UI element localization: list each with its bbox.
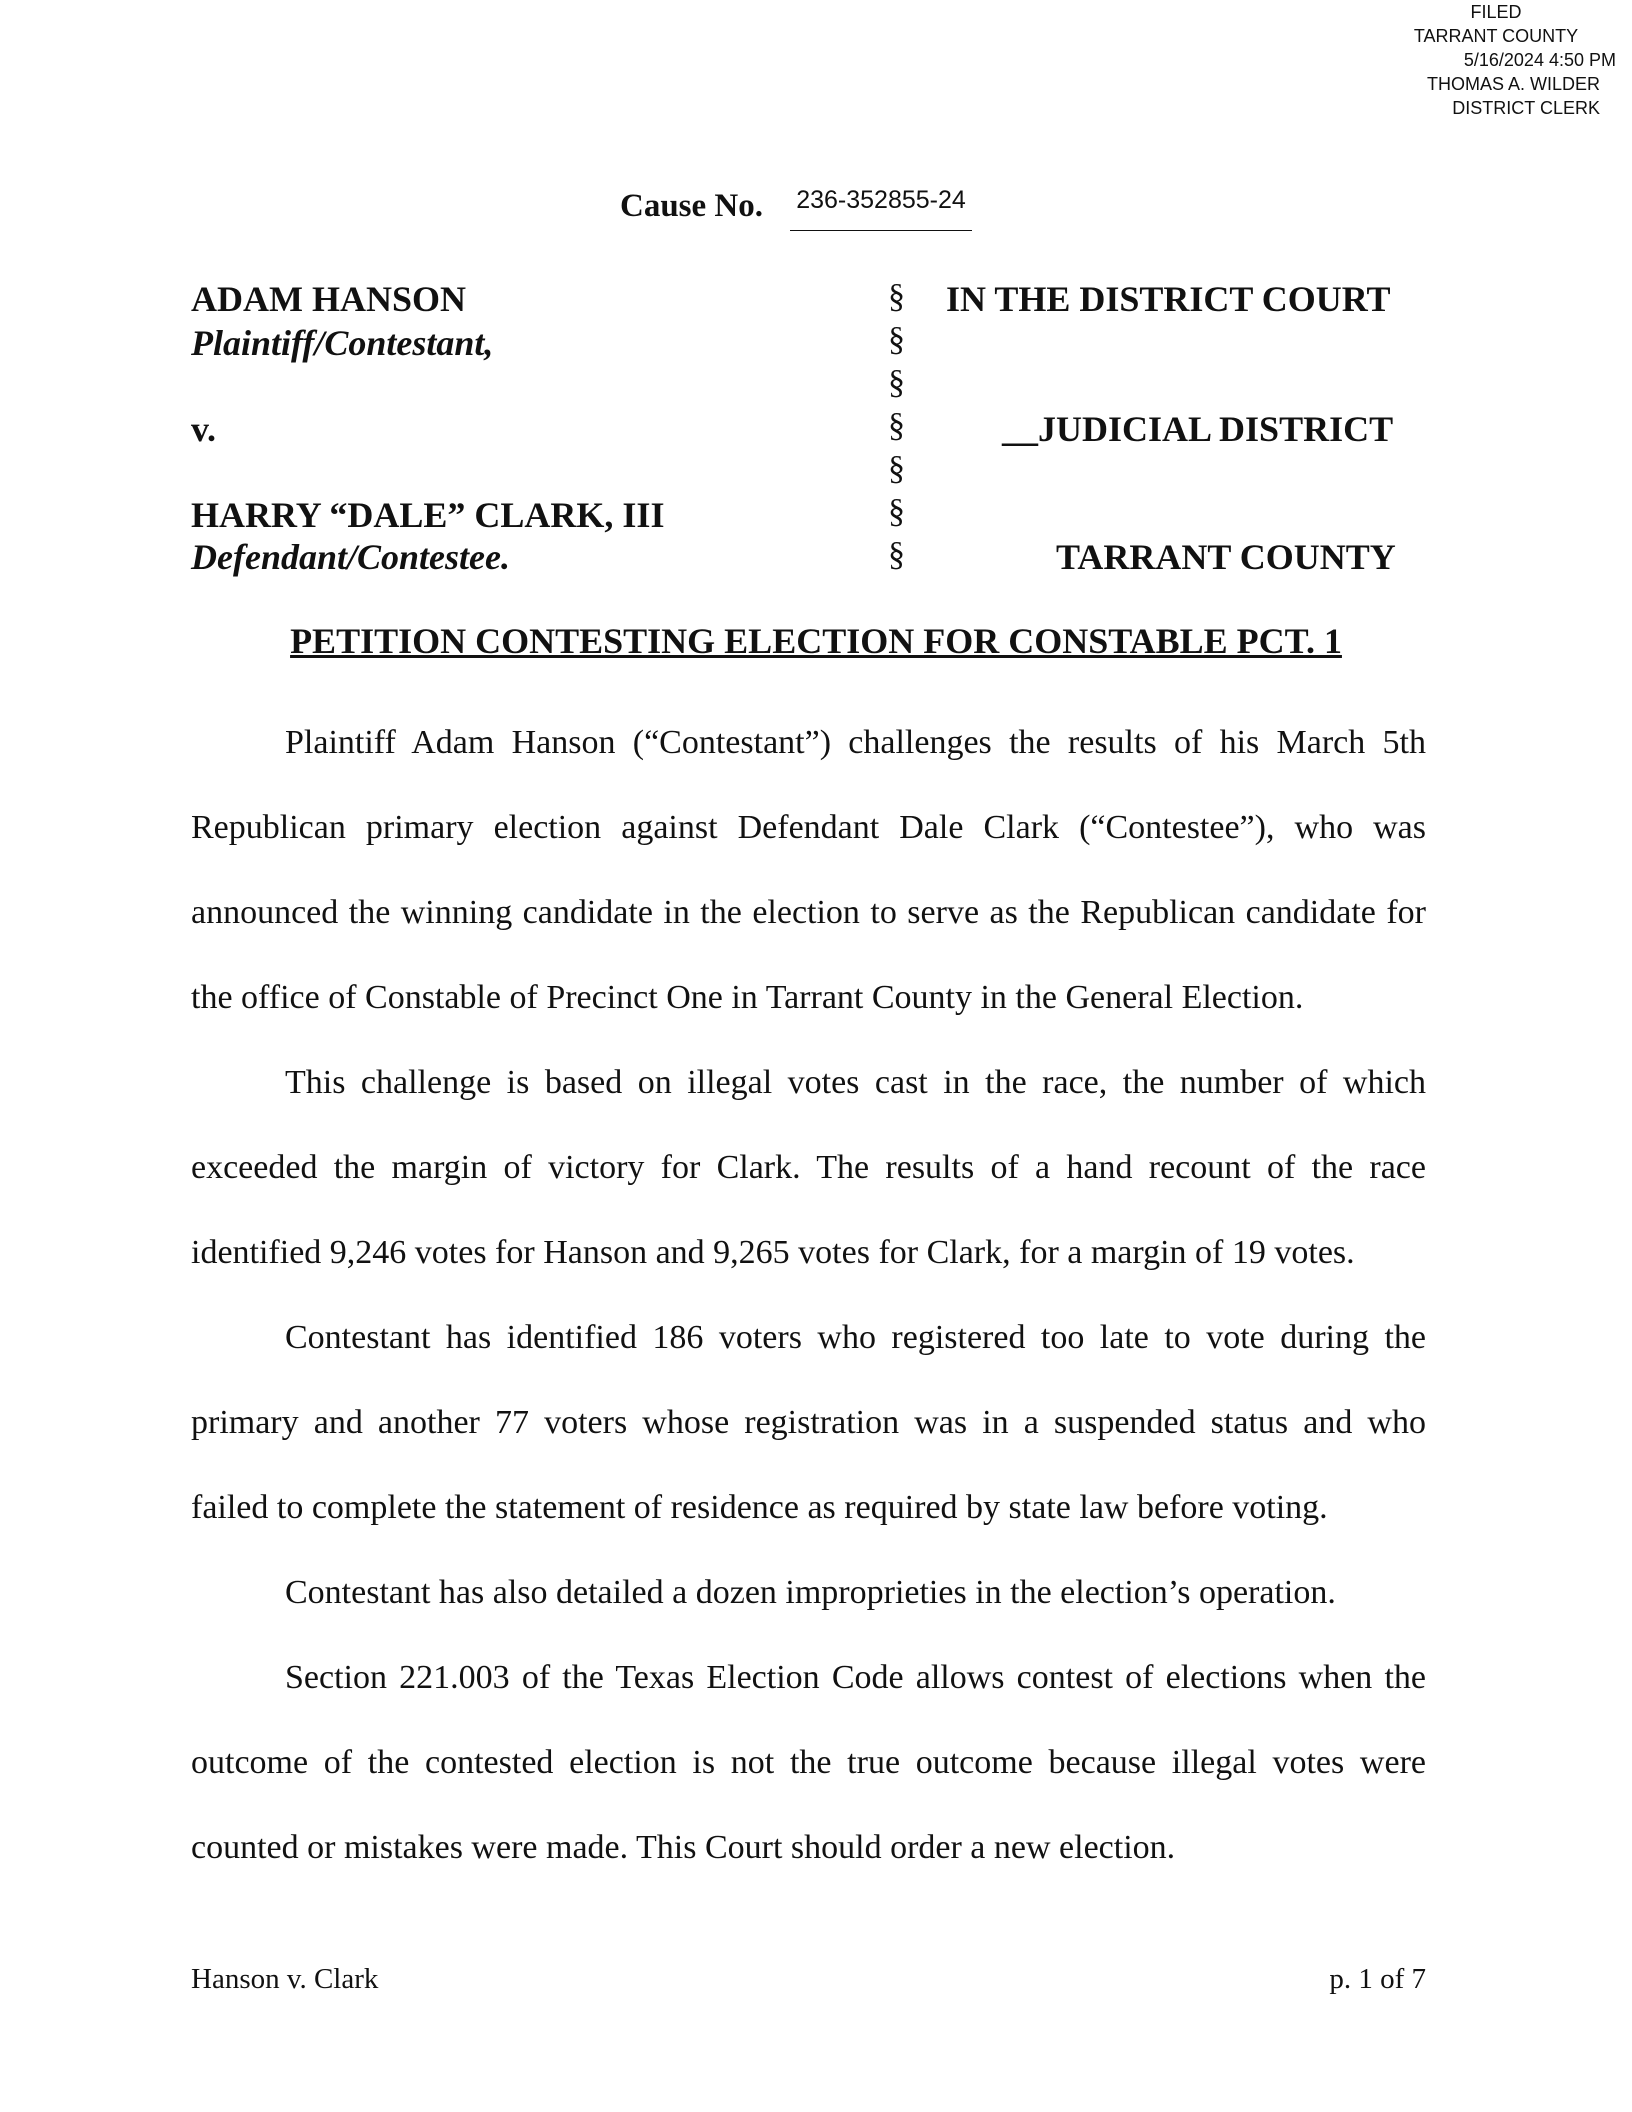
footer-case-name: Hanson v. Clark: [191, 1963, 379, 1995]
county-name: TARRANT COUNTY: [1056, 537, 1396, 577]
plaintiff-name: ADAM HANSON: [191, 279, 466, 319]
section-mark: §: [888, 536, 905, 573]
stamp-clerk-title: DISTRICT CLERK: [1452, 98, 1600, 118]
court-name: IN THE DISTRICT COURT: [946, 279, 1391, 319]
section-mark: §: [888, 407, 905, 444]
defendant-role: Defendant/Contestee.: [191, 537, 510, 577]
judicial-district: __JUDICIAL DISTRICT: [1002, 409, 1394, 449]
section-mark: §: [888, 493, 905, 530]
defendant-name: HARRY “DALE” CLARK, III: [191, 495, 665, 535]
stamp-clerk-name: THOMAS A. WILDER: [1426, 74, 1600, 94]
stamp-filed: FILED: [1470, 2, 1522, 22]
cause-number: 236-352855-24: [796, 186, 966, 214]
cause-underline: [790, 230, 972, 231]
versus: v.: [191, 409, 217, 449]
body-paragraph: This challenge is based on illegal votes cast in the race, the number of which exceeded the margin of victory for Clark. The results of a hand recount of the race identified 9,246 votes for Hanson and 9,265 votes for Clark, for a margin of 19 votes.: [191, 1064, 1426, 1271]
body-paragraph: Contestant has identified 186 voters who registered too late to vote during the primary and another 77 voters whose registration was in a suspended status and who failed to complete the statement of residence as required by state law before voting.: [191, 1319, 1426, 1526]
footer-page-number: p. 1 of 7: [1329, 1963, 1426, 1995]
stamp-county: TARRANT COUNTY: [1413, 26, 1579, 46]
petition-body: [191, 700, 1426, 1890]
body-paragraph: Contestant has also detailed a dozen improprieties in the election’s operation.: [285, 1574, 1336, 1611]
plaintiff-role: Plaintiff/Contestant,: [191, 323, 494, 363]
section-mark: §: [888, 364, 905, 401]
section-mark: §: [888, 278, 905, 315]
section-mark: §: [888, 450, 905, 487]
filing-stamp: [1376, 0, 1616, 120]
stamp-datetime: 5/16/2024 4:50 PM: [1463, 50, 1616, 70]
body-paragraph: Section 221.003 of the Texas Election Code allows contest of elections when the outcome of the contested election is not the true outcome because illegal votes were counted or mistakes were made. This Court should order a new election.: [191, 1659, 1426, 1866]
section-mark: §: [888, 321, 905, 358]
body-paragraph: Plaintiff Adam Hanson (“Contestant”) challenges the results of his March 5th Republican primary election against Defendant Dale Clark (“Contestee”), who was announced the winning candidate in the election to serve as the Republican candidate for the office of Constable of Precinct One in Tarrant County in the General Election.: [191, 724, 1426, 1016]
cause-label: Cause No.: [620, 188, 764, 224]
petition-title: PETITION CONTESTING ELECTION FOR CONSTABLE PCT. 1: [290, 621, 1342, 661]
